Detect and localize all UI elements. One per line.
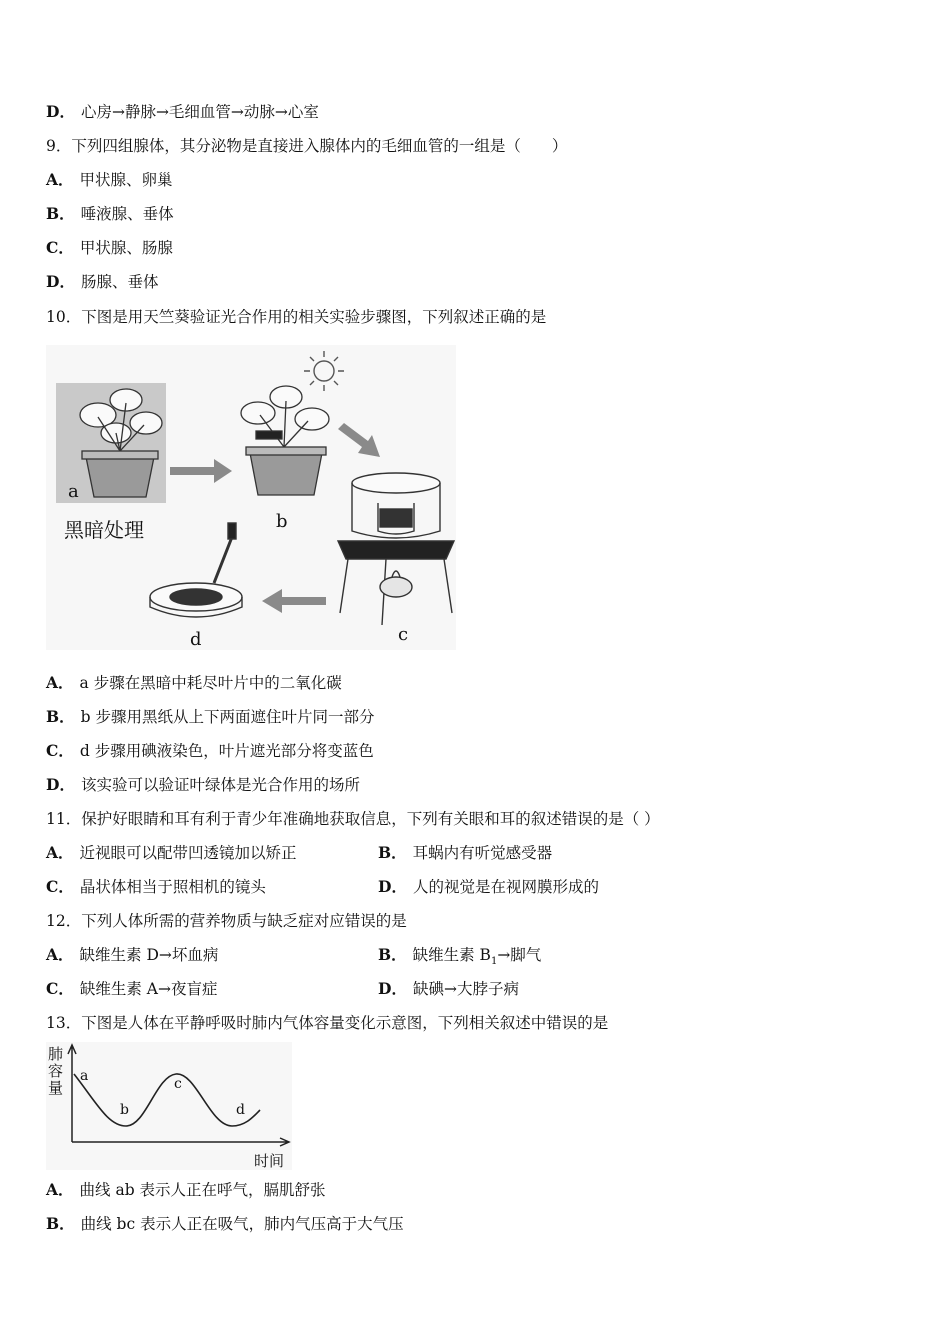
option-text-pre: 缺维生素 B	[412, 946, 491, 964]
q9-stem: 9．下列四组腺体，其分泌物是直接进入腺体内的毛细血管的一组是（ ）	[46, 137, 568, 155]
option-letter: C．	[46, 238, 74, 257]
subscript: 1	[490, 956, 498, 968]
option-letter: D．	[46, 272, 75, 291]
label-a: a	[68, 481, 79, 502]
option-text: 人的视觉是在视网膜形成的	[412, 878, 599, 896]
figure-background	[46, 1042, 292, 1170]
point-label-a: a	[80, 1068, 89, 1084]
option-text-post: →脚气	[497, 946, 542, 964]
q10-stem: 10．下图是用天竺葵验证光合作用的相关实验步骤图，下列叙述正确的是	[46, 308, 547, 326]
option-letter: B．	[46, 1214, 75, 1233]
option-letter: B．	[378, 945, 407, 964]
label-b: b	[276, 511, 288, 532]
option-text: 缺碘→大脖子病	[412, 980, 519, 998]
photosynthesis-experiment-figure	[46, 345, 456, 650]
option-letter: B．	[46, 204, 75, 223]
q13-option-b	[46, 1214, 404, 1234]
option-letter: C．	[46, 979, 74, 998]
option-text: 肠腺、垂体	[80, 273, 159, 291]
ylabel-char-2: 容	[48, 1062, 64, 1080]
ylabel-char-1: 肺	[48, 1045, 64, 1063]
option-letter: B．	[46, 707, 75, 726]
option-text: 甲状腺、肠腺	[79, 239, 173, 257]
option-text: 心房→静脉→毛细血管→动脉→心室	[80, 103, 319, 121]
option-letter: B．	[378, 843, 407, 862]
q11-stem: 11．保护好眼睛和耳有利于青少年准确地获取信息，下列有关眼和耳的叙述错误的是（ ）	[46, 810, 660, 828]
option-text: 耳蜗内有听觉感受器	[412, 844, 553, 862]
xlabel-time: 时间	[254, 1152, 285, 1170]
lung-volume-figure	[46, 1042, 292, 1170]
option-letter: A．	[46, 170, 74, 189]
ylabel-char-3: 量	[48, 1079, 64, 1097]
option-text: 曲线 bc 表示人正在吸气，肺内气压高于大气压	[80, 1215, 404, 1233]
q13-stem: 13．下图是人体在平静呼吸时肺内气体容量变化示意图，下列相关叙述中错误的是	[46, 1014, 609, 1032]
option-letter: D．	[378, 877, 407, 896]
option-letter: A．	[46, 673, 74, 692]
option-text: 该实验可以验证叶绿体是光合作用的场所	[80, 776, 360, 794]
q10-option-d	[46, 775, 360, 795]
point-label-b: b	[120, 1102, 129, 1118]
q9-option-a	[46, 170, 173, 190]
q12-option-b	[378, 945, 541, 972]
q11-option-d	[378, 877, 599, 897]
q10-option-c	[46, 741, 374, 761]
option-text: 甲状腺、卵巢	[79, 171, 173, 189]
option-text: 近视眼可以配带凹透镜加以矫正	[79, 844, 297, 862]
q8-option-d	[46, 102, 319, 122]
q11-option-a	[46, 843, 297, 863]
option-letter: D．	[46, 775, 75, 794]
option-text: 曲线 ab 表示人正在呼气，膈肌舒张	[79, 1181, 326, 1199]
option-letter: D．	[46, 102, 75, 121]
caption-dark-treatment: 黑暗处理	[64, 518, 144, 542]
q12-option-a	[46, 945, 218, 965]
option-letter: D．	[378, 979, 407, 998]
q12-option-c	[46, 979, 217, 999]
q11-option-b	[378, 843, 552, 863]
label-d: d	[190, 629, 202, 650]
point-label-d: d	[236, 1102, 245, 1118]
option-letter: A．	[46, 843, 74, 862]
q9-option-c	[46, 238, 173, 258]
option-text: a 步骤在黑暗中耗尽叶片中的二氧化碳	[79, 674, 342, 692]
option-letter: A．	[46, 1180, 74, 1199]
option-text: 缺维生素 A→夜盲症	[79, 980, 218, 998]
q9-option-b	[46, 204, 174, 224]
option-text: 晶状体相当于照相机的镜头	[79, 878, 266, 896]
q11-option-c	[46, 877, 266, 897]
option-letter: C．	[46, 877, 74, 896]
point-label-c: c	[174, 1076, 182, 1092]
q12-option-d	[378, 979, 519, 999]
option-text: d 步骤用碘液染色，叶片遮光部分将变蓝色	[79, 742, 374, 760]
q12-stem: 12．下列人体所需的营养物质与缺乏症对应错误的是	[46, 912, 407, 930]
q10-option-a	[46, 673, 342, 693]
q13-option-a	[46, 1180, 326, 1200]
label-c: c	[398, 624, 409, 645]
option-text: 唾液腺、垂体	[80, 205, 174, 223]
option-letter: C．	[46, 741, 74, 760]
option-letter: A．	[46, 945, 74, 964]
option-text: b 步骤用黑纸从上下两面遮住叶片同一部分	[80, 708, 375, 726]
q9-option-d	[46, 272, 158, 292]
q10-option-b	[46, 707, 374, 727]
option-text: 缺维生素 D→坏血病	[79, 946, 219, 964]
